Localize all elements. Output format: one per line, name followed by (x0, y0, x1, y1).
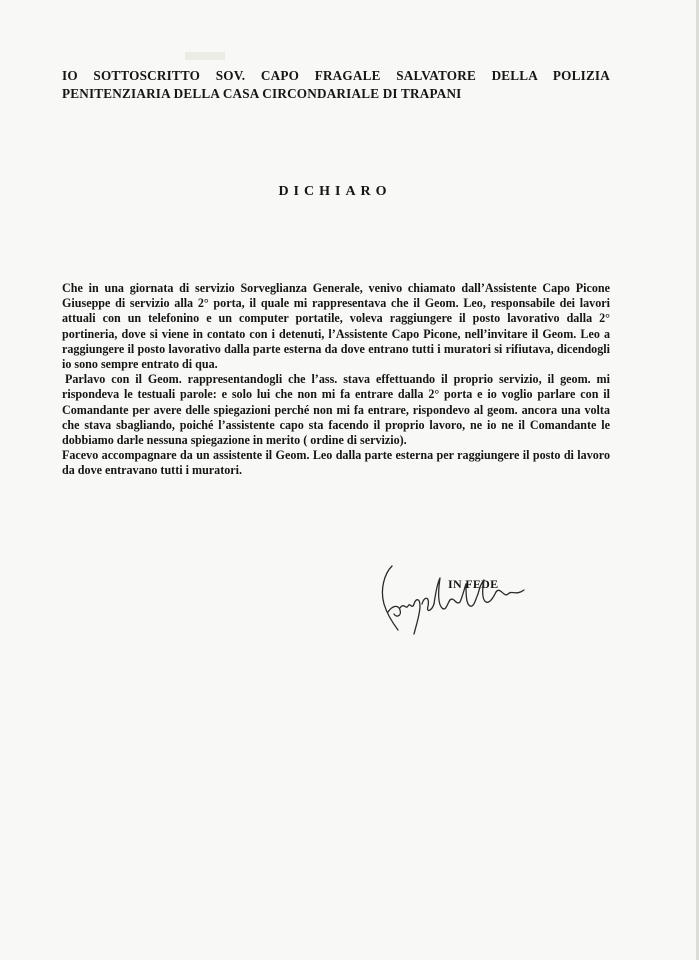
faint-stamp-mark (185, 52, 225, 60)
handwritten-signature-icon (378, 560, 548, 640)
declaration-body (62, 281, 610, 479)
declarant-header (62, 67, 610, 103)
paragraph-2: Parlavo con il Geom. rappresentandogli che l’ass. stava effettuando il proprio servizio, il geom. mi rispondeva le testuali parole: e solo lui che non mi fa entrare dalla 2° porta e io voglio parlare con il Comandante per avere delle spiegazioni perché non mi fa entrare, rispondevo al geom. ancora una volta che stava sbagliando, poiché l’assistente capo sta facendo il proprio lavoro, ne io ne il Comandante le dobbiamo darle nessuna spiegazione in merito ( ordine di servizio). (62, 372, 610, 448)
header-line-1: IO SOTTOSCRITTO SOV. CAPO FRAGALE SALVATORE DELLA POLIZIA (62, 68, 610, 83)
document-title: DICHIARO (278, 184, 392, 199)
paragraph-3: Facevo accompagnare da un assistente il Geom. Leo dalla parte esterna per raggiungere il posto di lavoro da dove entravano tutti i muratori. (62, 448, 610, 478)
closing-in-fede: IN FEDE (448, 577, 499, 591)
header-line-2: PENITENZIARIA DELLA CASA CIRCONDARIALE DI TRAPANI (62, 86, 462, 101)
paragraph-1: Che in una giornata di servizio Sorveglianza Generale, venivo chiamato dall’Assistente Capo Picone Giuseppe di servizio alla 2° porta, il quale mi rappresentava che il Geom. Leo, responsabile dei lavori attuali con un telefonino e un computer portatile, voleva raggiungere il posto lavorativo dalla 2° portineria, dove si viene in contato con i detenuti, l’Assistente Capo Picone, nell’invitare il Geom. Leo a raggiungere il posto lavorativo dalla parte esterna da dove entrano tutti i muratori si rifiutava, dicendogli io sono sempre entrato di qua. (62, 281, 610, 372)
